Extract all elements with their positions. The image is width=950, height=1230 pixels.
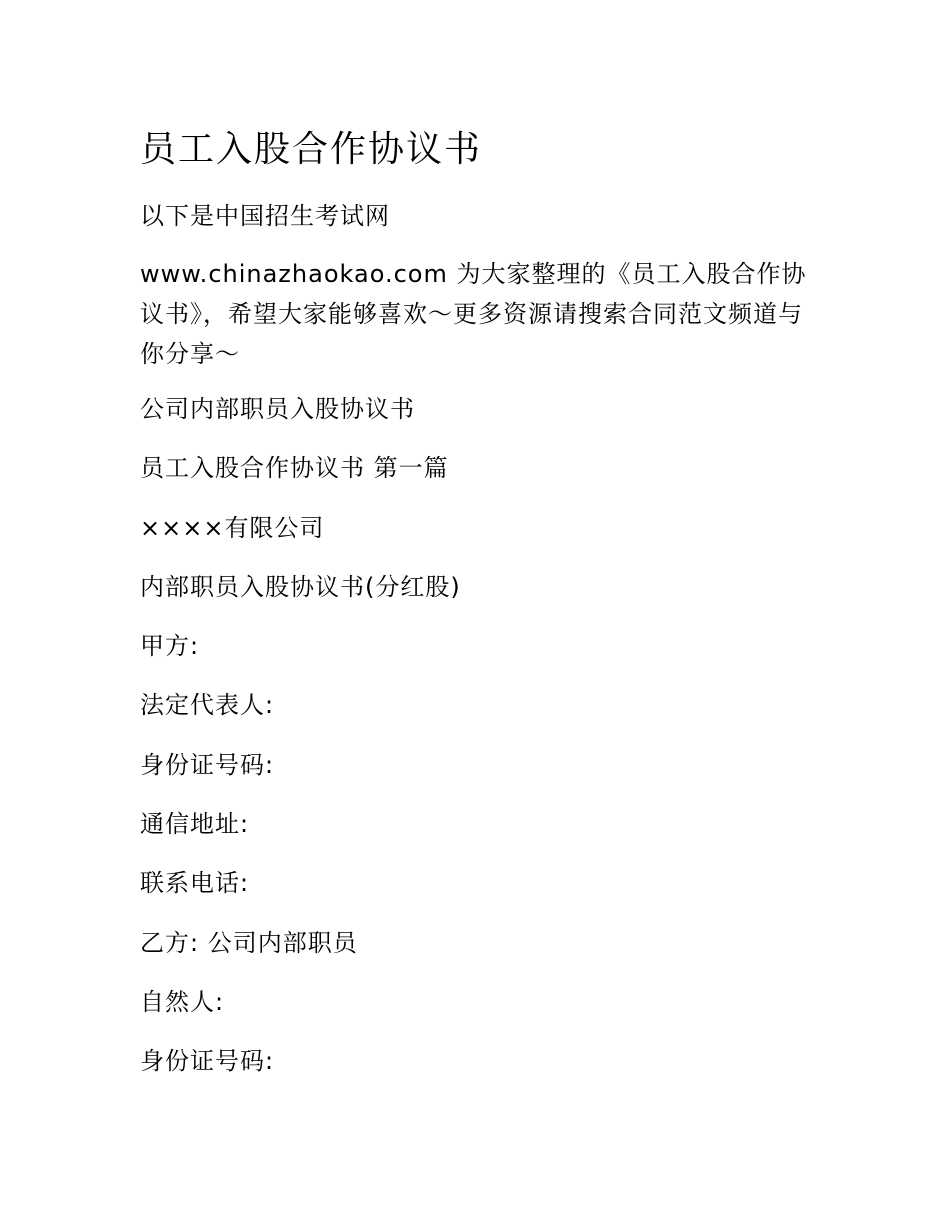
party-a-label: 甲方: <box>140 632 200 661</box>
document-title: 员工入股合作协议书 <box>140 129 483 170</box>
section-heading-internal-shares: 公司内部职员入股协议书 <box>140 395 415 423</box>
company-name-line: ××××有限公司 <box>140 513 325 542</box>
party-b-label: 乙方: 公司内部职员 <box>140 928 358 957</box>
agreement-subtitle: 内部职员入股协议书(分红股) <box>140 572 461 601</box>
section-heading-first-part: 员工入股合作协议书 第一篇 <box>140 454 449 483</box>
intro-source-line: 以下是中国招生考试网 <box>140 202 390 230</box>
document-body <box>140 122 820 1103</box>
party-a-id-number-field: 身份证号码: <box>140 750 275 779</box>
mailing-address-field: 通信地址: <box>140 810 250 839</box>
party-b-id-number-field: 身份证号码: <box>140 1047 275 1076</box>
intro-description: www.chinazhaokao.com 为大家整理的《员工入股合作协议书》，希望大家能够喜欢～更多资源请搜索合同范文频道与你分享～ <box>140 260 807 368</box>
legal-representative-field: 法定代表人: <box>140 691 275 720</box>
contact-phone-field: 联系电话: <box>140 869 250 898</box>
natural-person-field: 自然人: <box>140 987 225 1016</box>
